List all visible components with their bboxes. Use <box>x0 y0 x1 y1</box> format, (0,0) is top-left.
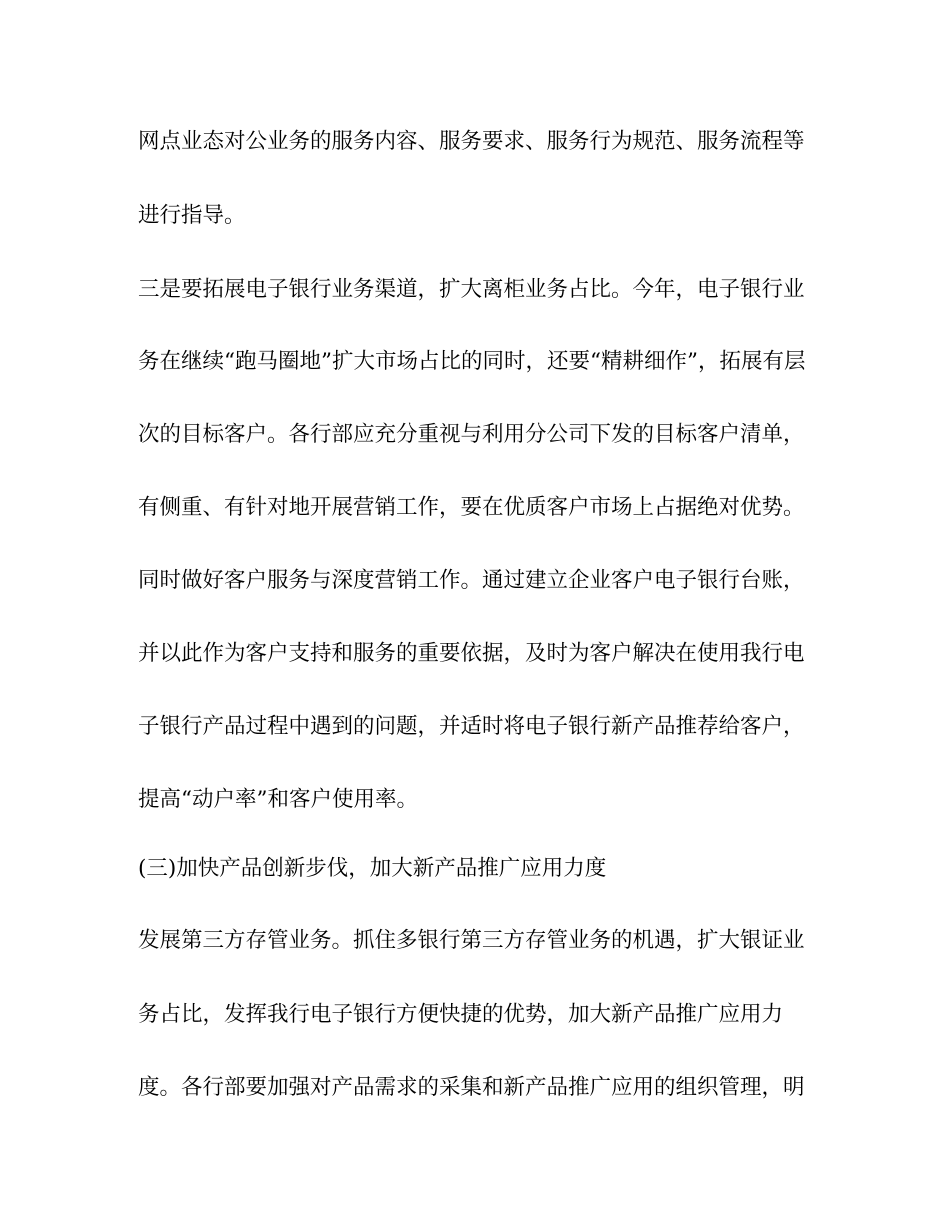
text-line: 务占比，发挥我行电子银行方便快捷的优势，加大新产品推广应用力 <box>138 1002 784 1027</box>
text-line: 提高“动户率”和客户使用率。 <box>138 787 418 812</box>
text-line: 三是要拓展电子银行业务渠道，扩大离柜业务占比。今年，电子银行业 <box>138 277 805 302</box>
text-line: 子银行产品过程中遇到的问题，并适时将电子银行新产品推荐给客户， <box>138 714 805 739</box>
text-line: 网点业态对公业务的服务内容、服务要求、服务行为规范、服务流程等 <box>138 129 805 154</box>
text-line: 务在继续“跑马圈地”扩大市场占比的同时，还要“精耕细作”，拓展有层 <box>138 349 806 374</box>
section-heading: (三)加快产品创新步伐，加大新产品推广应用力度 <box>138 856 607 881</box>
text-line: 次的目标客户。各行部应充分重视与利用分公司下发的目标客户清单， <box>138 422 805 447</box>
text-line: 发展第三方存管业务。抓住多银行第三方存管业务的机遇，扩大银证业 <box>138 928 805 953</box>
text-line: 并以此作为客户支持和服务的重要依据，及时为客户解决在使用我行电 <box>138 641 805 666</box>
text-line: 有侧重、有针对地开展营销工作，要在优质客户市场上占据绝对优势。 <box>138 495 805 520</box>
text-line: 进行指导。 <box>138 203 246 228</box>
text-line: 同时做好客户服务与深度营销工作。通过建立企业客户电子银行台账， <box>138 568 805 593</box>
text-line: 度。各行部要加强对产品需求的采集和新产品推广应用的组织管理，明 <box>138 1075 805 1100</box>
